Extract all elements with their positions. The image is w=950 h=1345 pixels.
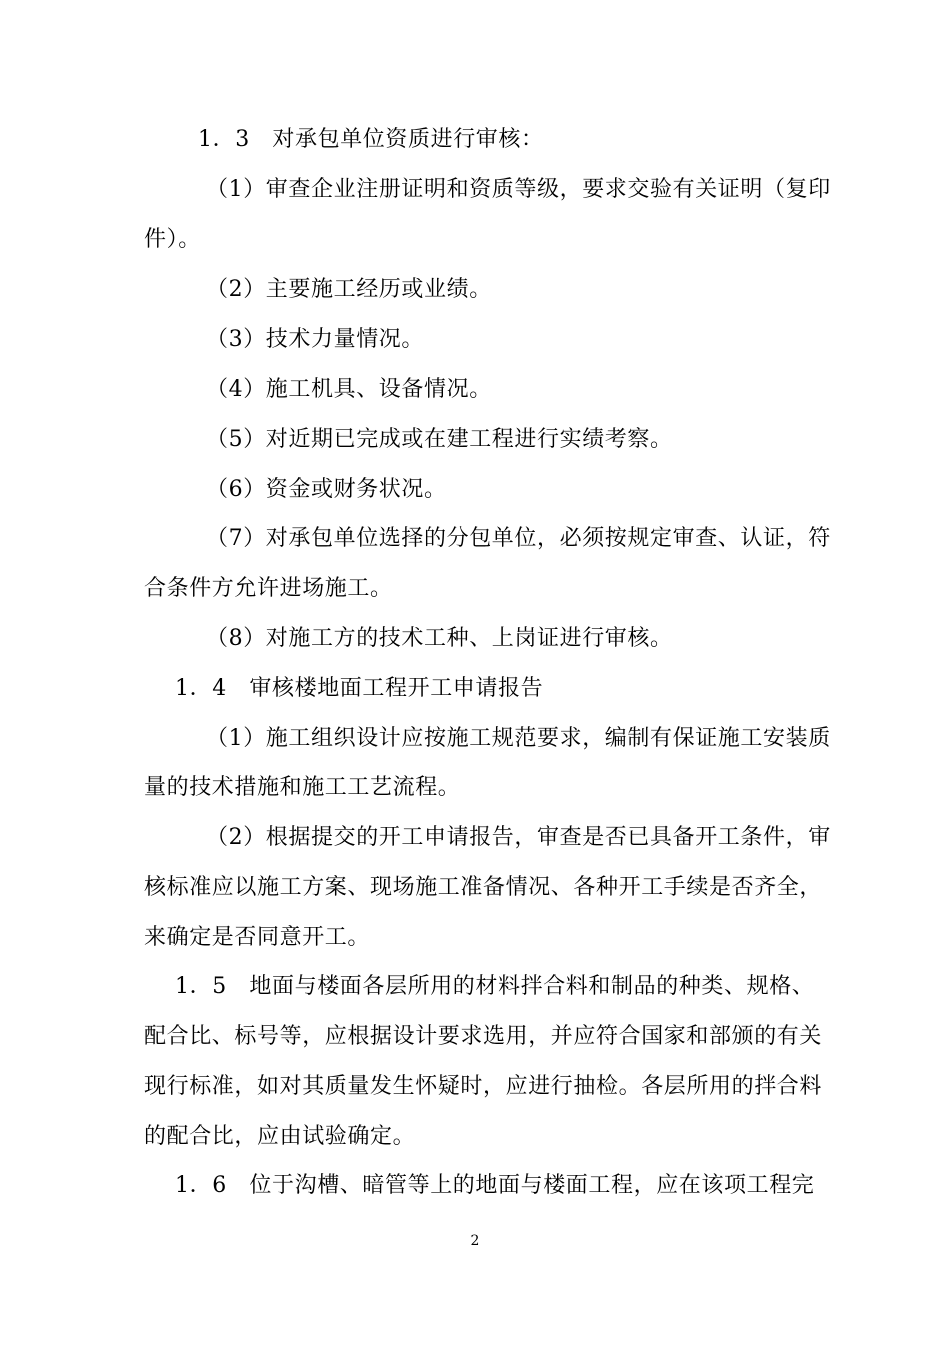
paragraph-line: （8）对施工方的技术工种、上岗证进行审核。: [206, 626, 673, 651]
section-1-5-heading: 1．5 地面与楼面各层所用的材料拌合料和制品的种类、规格、: [175, 974, 815, 999]
section-1-3-heading: 1．3 对承包单位资质进行审核：: [198, 127, 544, 152]
page-number: 2: [470, 1233, 480, 1249]
section-1-6-heading: 1．6 位于沟槽、暗管等上的地面与楼面工程，应在该项工程完: [175, 1173, 815, 1198]
paragraph-line: 件）。: [144, 227, 201, 252]
paragraph-line: 核标准应以施工方案、现场施工准备情况、各种开工手续是否齐全，: [144, 875, 823, 900]
paragraph-line: （3）技术力量情况。: [206, 327, 424, 352]
paragraph-line: （1）施工组织设计应按施工规范要求，编制有保证施工安装质: [206, 726, 831, 751]
paragraph-line: 来确定是否同意开工。: [144, 925, 371, 950]
paragraph-line: 配合比、标号等，应根据设计要求选用，并应符合国家和部颁的有关: [144, 1024, 823, 1049]
paragraph-line: （1）审查企业注册证明和资质等级，要求交验有关证明（复印: [206, 177, 831, 202]
paragraph-line: 的配合比，应由试验确定。: [144, 1124, 416, 1149]
paragraph-line: （2）根据提交的开工申请报告，审查是否已具备开工条件，审: [206, 825, 831, 850]
paragraph-line: （5）对近期已完成或在建工程进行实绩考察。: [206, 427, 673, 452]
paragraph-line: （7）对承包单位选择的分包单位，必须按规定审查、认证，符: [206, 526, 831, 551]
section-1-4-heading: 1．4 审核楼地面工程开工申请报告: [175, 676, 544, 701]
paragraph-line: （4）施工机具、设备情况。: [206, 377, 492, 402]
paragraph-line: 合条件方允许进场施工。: [144, 576, 393, 601]
paragraph-line: （2）主要施工经历或业绩。: [206, 277, 492, 302]
paragraph-line: 量的技术措施和施工工艺流程。: [144, 775, 461, 800]
paragraph-line: 现行标准，如对其质量发生怀疑时，应进行抽检。各层所用的拌合料: [144, 1074, 823, 1099]
paragraph-line: （6）资金或财务状况。: [206, 477, 447, 502]
